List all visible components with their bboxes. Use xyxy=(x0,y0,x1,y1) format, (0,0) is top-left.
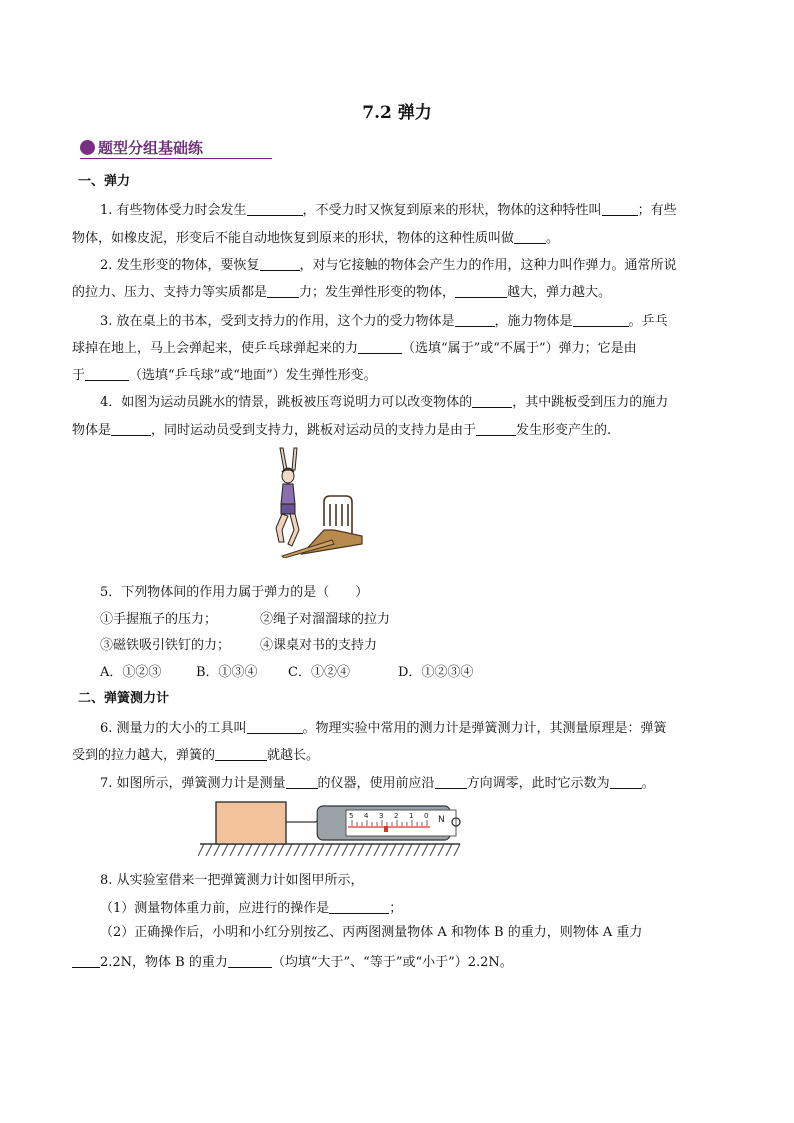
question-1-line-1: 1. 有些物体受力时会发生 ，不受力时又恢复到原来的形状，物体的这种特性叫 ；有些 xyxy=(100,203,677,218)
blank[interactable] xyxy=(455,312,495,327)
blank[interactable] xyxy=(286,774,318,789)
spring-scale-figure xyxy=(198,800,462,862)
question-8-line-4: 2.2N，物体 B 的重力 （均填“大于”、“等于”或“小于”）2.2N。 xyxy=(72,953,513,971)
question-6-line-1: 6. 测量力的大小的工具叫 。物理实验中常用的测力计是弹簧测力计，其测量原理是：弹簧 xyxy=(100,721,667,736)
blank[interactable] xyxy=(215,746,267,761)
question-5-options-row-2: ③磁铁吸引铁钉的力； ④课桌对书的支持力 xyxy=(100,638,378,653)
bullet-icon xyxy=(80,140,95,155)
question-4-line-1: 4．如图为运动员跳水的情景，跳板被压弯说明力可以改变物体的 ，其中跳板受到压力的施力 xyxy=(100,395,669,410)
question-7-line-1: 7. 如图所示，弹簧测力计是测量 的仪器，使用前应沿 方向调零，此时它示数为 。 xyxy=(100,776,655,791)
question-3-line-1: 3. 放在桌上的书本，受到支持力的作用，这个力的受力物体是 ，施力物体是 。乒乓 xyxy=(100,314,668,329)
blank[interactable] xyxy=(247,201,303,216)
blank[interactable] xyxy=(358,339,402,354)
blank[interactable] xyxy=(455,283,507,298)
question-8-line-2: （1）测量物体重力前，应进行的操作是 ； xyxy=(100,901,403,916)
question-6-line-2: 受到的拉力越大，弹簧的 就越长。 xyxy=(72,748,320,763)
question-4-line-2: 物体是 ，同时运动员受到支持力，跳板对运动员的支持力是由于 发生形变产生的. xyxy=(72,423,612,438)
choice-d[interactable]: D．①②③④ xyxy=(398,665,474,680)
question-2-line-2: 的拉力、压力、支持力等实质都是 力；发生弹性形变的物体， 越大，弹力越大。 xyxy=(72,285,612,300)
page-title: 7.2 弹力 xyxy=(362,103,432,123)
blank[interactable] xyxy=(476,421,516,436)
section-header xyxy=(80,136,272,159)
blank[interactable] xyxy=(573,312,629,327)
blank[interactable] xyxy=(72,953,100,968)
scale-label: 5 xyxy=(349,812,354,820)
blank[interactable] xyxy=(472,393,512,408)
blank[interactable] xyxy=(329,899,389,914)
question-8-line-1: 8. 从实验室借来一把弹簧测力计如图甲所示， xyxy=(100,873,364,888)
question-8-line-3: （2）正确操作后，小明和小红分别按乙、丙两图测量物体 A 和物体 B 的重力，则物体 A 重力 xyxy=(100,925,643,940)
unit-label: N xyxy=(438,815,445,825)
question-5-options-row-1: ①手握瓶子的压力； ②绳子对溜溜球的拉力 xyxy=(100,612,391,627)
section-title: 题型分组基础练 xyxy=(98,139,204,157)
blank[interactable] xyxy=(602,201,638,216)
blank[interactable] xyxy=(228,953,272,968)
question-5-choices xyxy=(100,665,473,681)
question-2-line-1: 2. 发生形变的物体，要恢复 ，对与它接触的物体会产生力的作用，这种力叫作弹力。通常所说 xyxy=(100,258,677,273)
scale-label: 4 xyxy=(364,812,369,820)
blank[interactable] xyxy=(111,421,151,436)
blank[interactable] xyxy=(514,229,546,244)
scale-label: 3 xyxy=(379,812,384,820)
scale-label: 1 xyxy=(409,812,414,820)
blank[interactable] xyxy=(267,283,299,298)
question-1-line-2: 物体，如橡皮泥，形变后不能自动地恢复到原来的形状，物体的这种性质叫做 。 xyxy=(72,231,560,246)
scale-label: 0 xyxy=(424,812,429,820)
question-5-stem: 5．下列物体间的作用力属于弹力的是（ ） xyxy=(100,585,369,600)
blank[interactable] xyxy=(610,774,642,789)
part-heading-elastic-force: 一、弹力 xyxy=(78,174,131,189)
block xyxy=(216,802,286,844)
blank[interactable] xyxy=(85,366,129,381)
question-3-line-2: 球掉在地上，马上会弹起来，使乒乓球弹起来的力 （选填“属于”或“不属于”）弹力；它是由 xyxy=(72,341,637,356)
choice-a[interactable]: A．①②③ xyxy=(100,665,162,680)
scale-label: 2 xyxy=(394,812,399,820)
choice-c[interactable]: C．①②④ xyxy=(288,665,350,680)
blank[interactable] xyxy=(260,256,300,271)
blank[interactable] xyxy=(247,719,303,734)
diving-board-figure xyxy=(262,444,368,558)
question-3-line-3: 于 （选填“乒乓球”或“地面”）发生弹性形变。 xyxy=(72,368,377,383)
choice-b[interactable]: B．①③④ xyxy=(196,665,258,680)
blank[interactable] xyxy=(435,774,467,789)
part-heading-spring-scale: 二、弹簧测力计 xyxy=(78,691,170,706)
